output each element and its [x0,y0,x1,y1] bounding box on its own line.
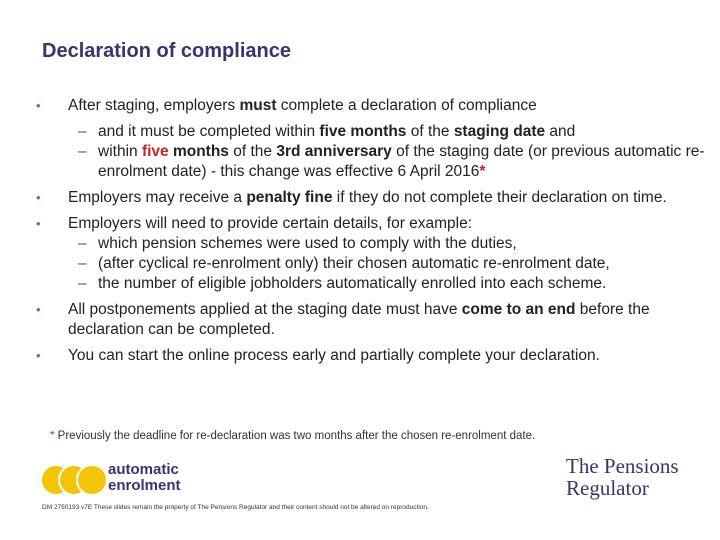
bullet-emphasis: come to an end [461,301,576,318]
bullet-emphasis: must [239,97,277,114]
sub-text: and [545,123,576,140]
sub-bullet-item [36,274,706,294]
sub-emphasis: 3rd anniversary [276,143,392,160]
slide-title: Declaration of compliance [42,40,291,62]
bullet-icon: • [36,302,41,317]
bullet-text: Employers may receive a [68,189,247,206]
dash-icon: – [78,123,87,140]
bullet-item [36,346,706,366]
bullet-text: complete a declaration of compliance [276,97,537,114]
sub-text: which pension schemes were used to comply with the duties, [98,235,517,252]
logo-line: automatic [108,461,179,478]
bullet-item [36,214,706,234]
sub-emphasis: five months [319,123,407,140]
logo-line: Regulator [566,476,649,500]
sub-emphasis: months [168,143,229,160]
footnote [50,430,535,442]
bullet-item [36,96,706,116]
footnote-text: Previously the deadline for re-declaration was two months after the chosen re-enrolment date. [54,430,536,442]
sub-bullet-item [36,254,706,274]
bullet-text: before the declaration can be completed. [68,301,650,338]
logo-circle-3 [77,465,107,495]
bullet-item [36,300,706,340]
bullet-icon: • [36,98,41,113]
bullet-list [36,96,706,372]
bullet-icon: • [36,216,41,231]
bullet-icon: • [36,348,41,363]
footnote-star: * [50,430,55,442]
sub-highlight: five [141,143,169,160]
dash-icon: – [78,255,87,272]
sub-text: (after cyclical re-enrolment only) their chosen automatic re-enrolment date, [98,255,610,272]
bullet-text: You can start the online process early and partially complete your declaration. [68,347,600,364]
sub-bullet-item [36,122,706,142]
bullet-text: After staging, employers [68,97,240,114]
bullet-text: Employers will need to provide certain details, for example: [68,215,473,232]
legal-notice: DM 2750193 v7E These slides remain the property of The Pensions Regulator and their content should not be altered on reproduction. [42,504,429,511]
bullet-text: All postponements applied at the staging date must have [68,301,462,318]
sub-text: of the staging date (or previous automatic re-enrolment date) - this change was effective 6 April 2016 [98,143,705,180]
sub-text: within [98,143,142,160]
sub-text: and it must be completed within [98,123,320,140]
sub-bullet-item [36,142,706,182]
sub-emphasis: staging date [453,123,546,140]
sub-text: of the [406,123,454,140]
bullet-text: if they do not complete their declaration on time. [332,189,667,206]
automatic-enrolment-logo-text [108,462,181,494]
sub-text: the number of eligible jobholders automatically enrolled into each scheme. [98,275,607,292]
dash-icon: – [78,235,87,252]
bullet-item [36,188,706,208]
bullet-icon: • [36,190,41,205]
logo-line: enrolment [108,477,181,494]
logo-line: The Pensions [566,454,679,478]
sub-text: of the [228,143,277,160]
dash-icon: – [78,275,87,292]
footnote-marker: * [479,163,486,180]
pensions-regulator-logo [566,455,679,499]
sub-bullet-item [36,234,706,254]
bullet-emphasis: penalty fine [246,189,333,206]
dash-icon: – [78,143,87,160]
